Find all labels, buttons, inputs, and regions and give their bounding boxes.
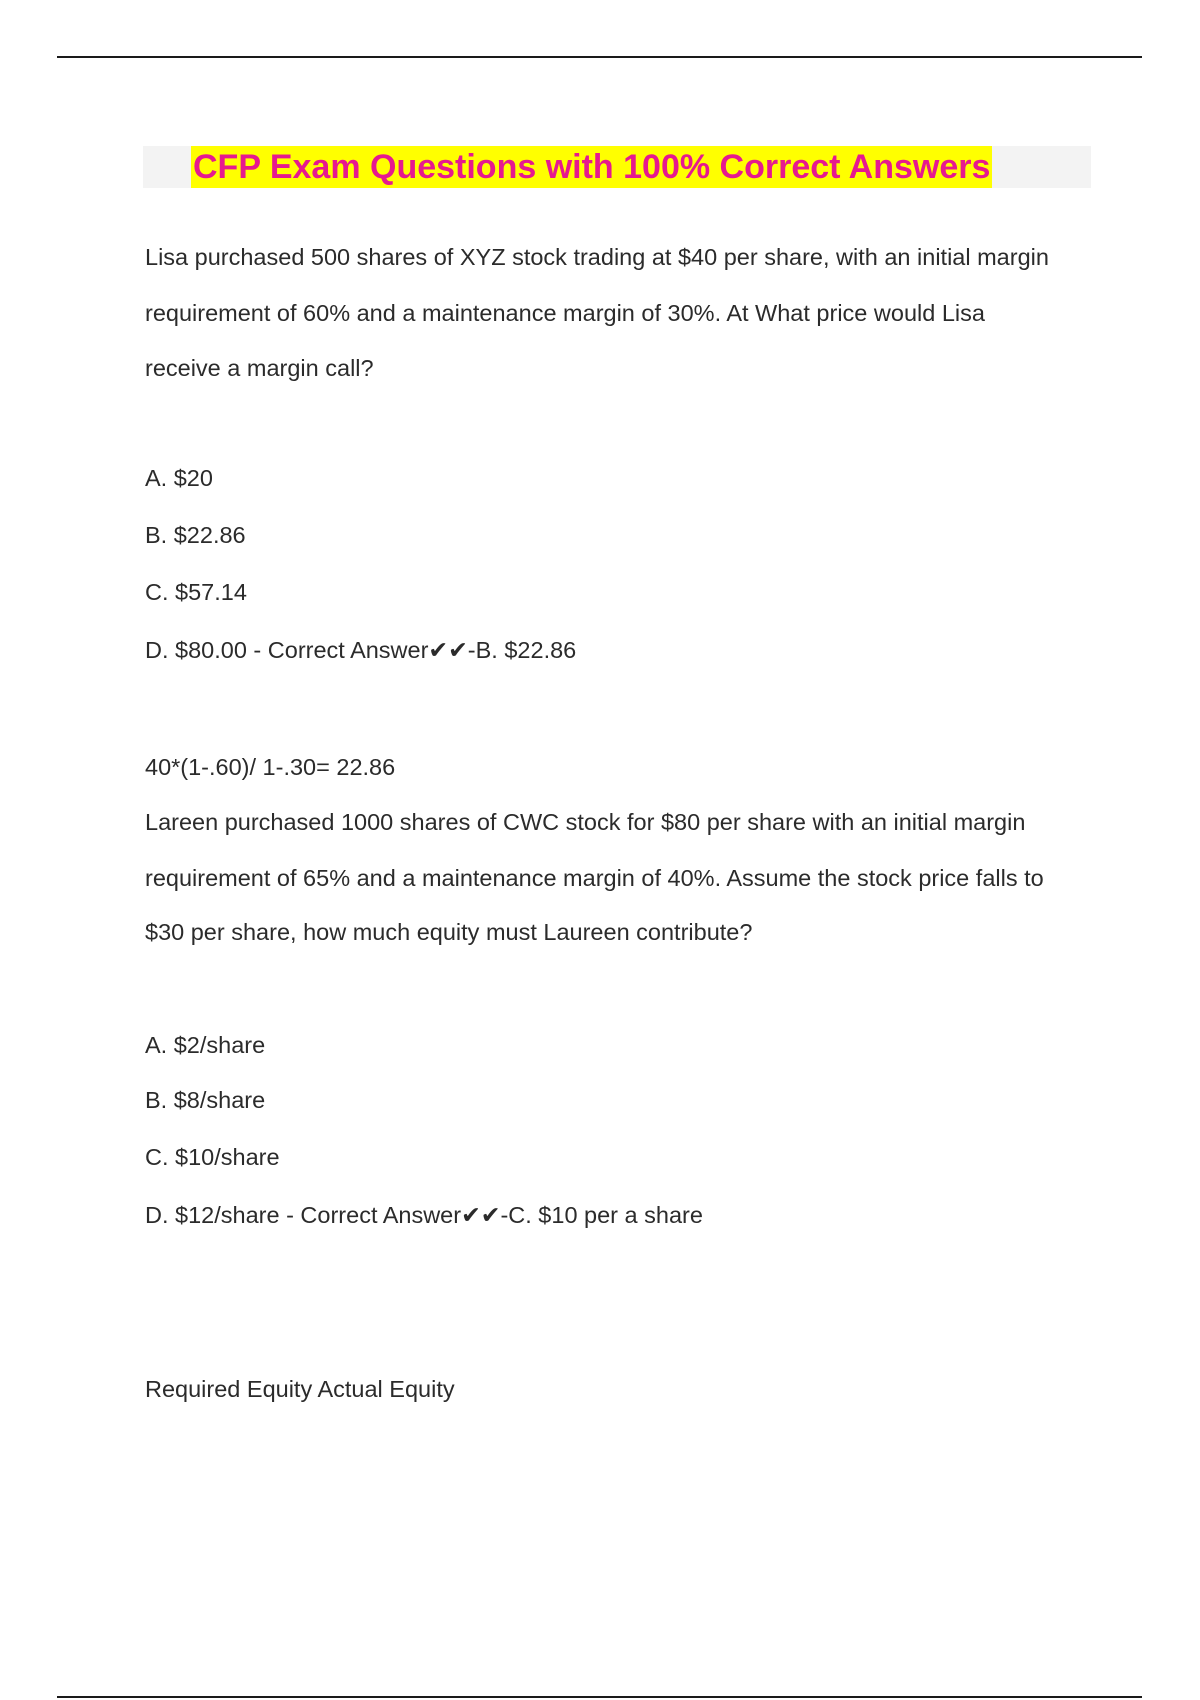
question-1-explanation: 40*(1-.60)/ 1-.30= 22.86 xyxy=(145,754,396,780)
question-2-line-3: $30 per share, how much equity must Laureen contribute? xyxy=(145,919,753,945)
question-1-option-b: B. $22.86 xyxy=(145,522,246,548)
question-2-explanation: Required Equity Actual Equity xyxy=(145,1376,455,1402)
question-1-option-c: C. $57.14 xyxy=(145,579,247,605)
question-1-line-2: requirement of 60% and a maintenance margin of 30%. At What price would Lisa xyxy=(145,300,985,326)
question-2-line-2: requirement of 65% and a maintenance margin of 40%. Assume the stock price falls to xyxy=(145,865,1044,891)
question-2-option-d-answer: D. $12/share - Correct Answer✔✔-C. $10 per a share xyxy=(145,1202,703,1228)
document-title: CFP Exam Questions with 100% Correct Answers xyxy=(193,148,991,186)
question-2-line-1: Lareen purchased 1000 shares of CWC stock for $80 per share with an initial margin xyxy=(145,809,1026,835)
question-1-option-d-answer: D. $80.00 - Correct Answer✔✔-B. $22.86 xyxy=(145,637,577,663)
question-1-line-3: receive a margin call? xyxy=(145,355,374,381)
question-1-line-1: Lisa purchased 500 shares of XYZ stock trading at $40 per share, with an initial margin xyxy=(145,244,1049,270)
question-2-option-b: B. $8/share xyxy=(145,1087,266,1113)
question-2-option-c: C. $10/share xyxy=(145,1144,280,1170)
footer-rule xyxy=(57,1696,1142,1698)
header-rule xyxy=(57,56,1142,58)
question-2-option-a: A. $2/share xyxy=(145,1032,266,1058)
question-1-option-a: A. $20 xyxy=(145,465,213,491)
